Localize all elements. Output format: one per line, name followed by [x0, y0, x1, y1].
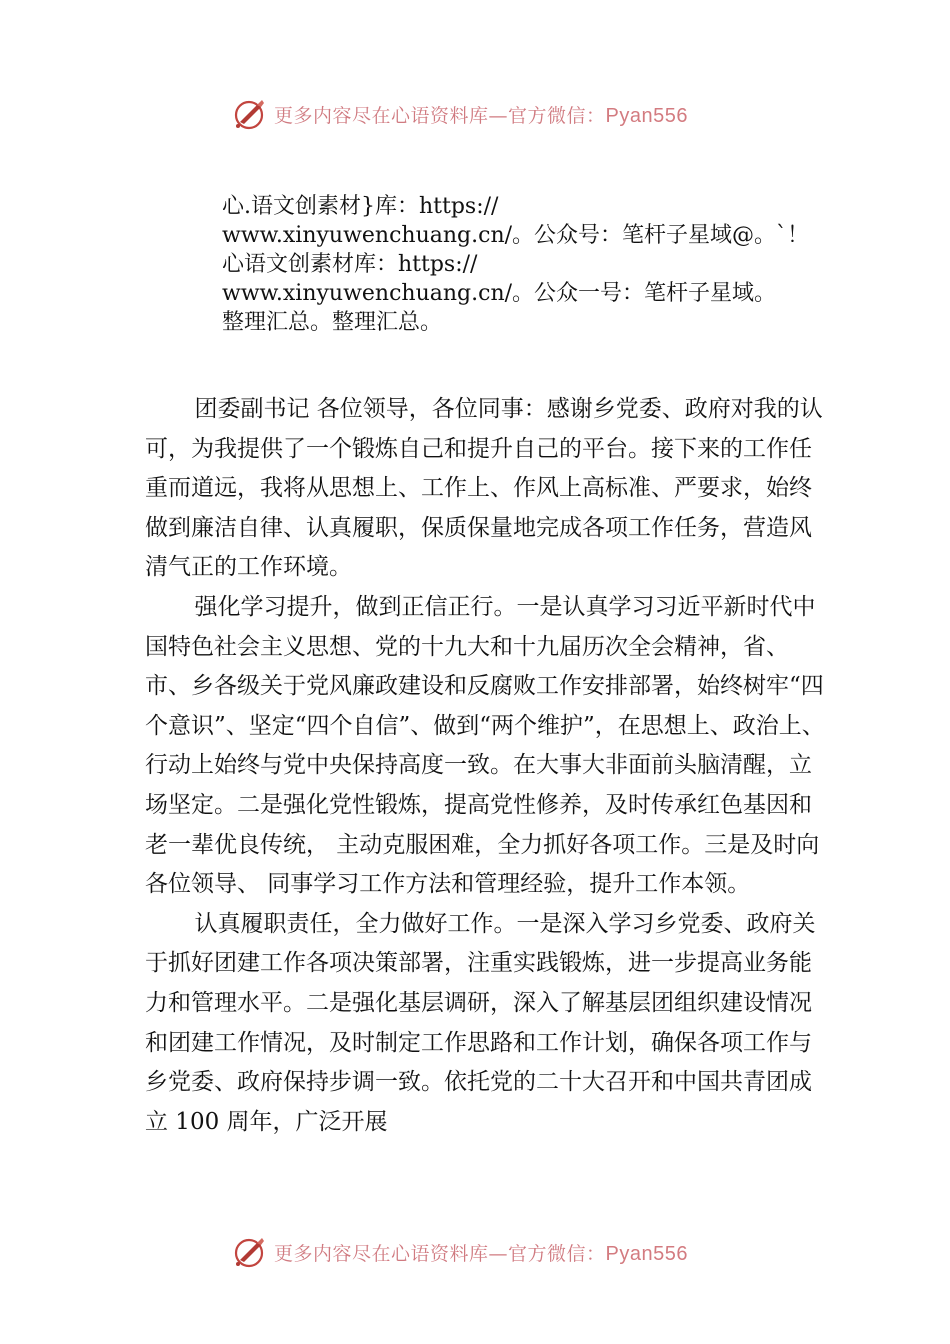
- footer-banner: [232, 1232, 752, 1272]
- source-note: [222, 192, 842, 337]
- pen-logo-icon: [232, 1234, 268, 1270]
- paragraph: 强化学习提升，做到正信正行。一是认真学习习近平新时代中国特色社会主义思想、党的十九大和十九届历次全会精神，省、市、乡各级关于党风廉政建设和反腐败工作安排部署，始终树牢“四个意识”、坚定“四个自信”、做到“两个维护”，在思想上、政治上、行动上始终与党中央保持高度一致。在大事大非面前头脑清醒，立场坚定。二是强化党性锻炼，提高党性修养，及时传承红色基因和老一辈优良传统， 主动克服困难，全力抓好各项工作。三是及时向各位领导、 同事学习工作方法和管理经验，提升工作本领。: [145, 593, 825, 898]
- paragraph: 认真履职责任，全力做好工作。一是深入学习乡党委、政府关于抓好团建工作各项决策部署，注重实践锻炼，进一步提高业务能力和管理水平。二是强化基层调研，深入了解基层团组织建设情况和团建工作情况，及时制定工作思路和工作计划，确保各项工作与乡党委、政府保持步调一致。依托党的二十大召开和中国共青团成立 100 周年，广泛开展: [145, 910, 816, 1135]
- note-line: 整理汇总。整理汇总。: [222, 310, 443, 335]
- wechat-id: Pyan556: [605, 1242, 688, 1265]
- paragraph: 团委副书记 各位领导，各位同事：感谢乡党委、政府对我的认可，为我提供了一个锻炼自己和提升自己的平台。接下来的工作任重而道远，我将从思想上、工作上、作风上高标准、严要求，始终做到廉洁自律、认真履职，保质保量地完成各项工作任务，营造风清气正的工作环境。: [145, 396, 823, 581]
- wechat-id: Pyan556: [605, 104, 688, 127]
- note-line: www.xinyuwenchuang.cn/。公众一号：笔杆子星域。: [222, 281, 777, 306]
- banner-text: 更多内容尽在心语资料库—官方微信：Pyan556: [274, 1242, 688, 1265]
- document-body: [145, 390, 825, 1142]
- note-line: 心.语文创素材}库：https://: [222, 194, 499, 219]
- note-line: www.xinyuwenchuang.cn/。公众号：笔杆子星域@。`！: [222, 223, 810, 248]
- header-banner: [232, 94, 752, 134]
- note-line: 心语文创素材库：https://: [222, 252, 478, 277]
- pen-logo-icon: [232, 96, 268, 132]
- banner-text: 更多内容尽在心语资料库—官方微信：Pyan556: [274, 104, 688, 127]
